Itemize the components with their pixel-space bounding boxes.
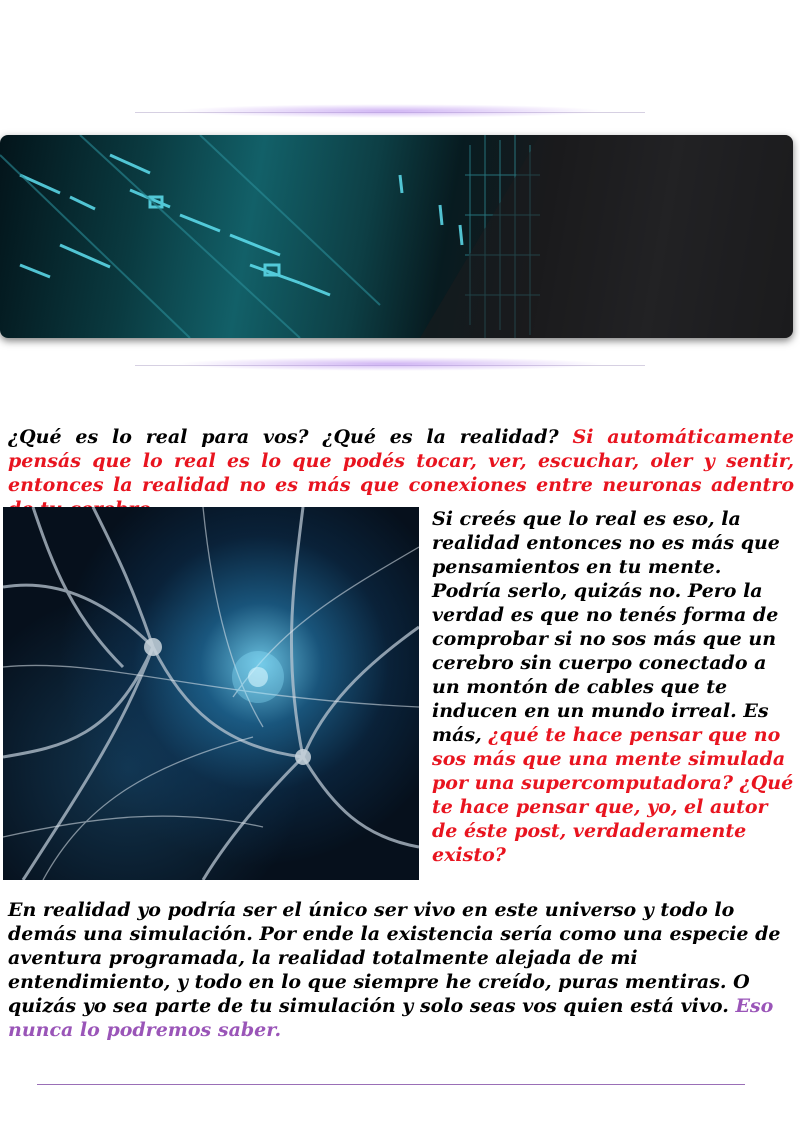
closing-text: En realidad yo podría ser el único ser vivo en este universo y todo lo demás una simulación. Por ende la existencia sería como una especie de aventura programada, la realidad totalmente alejada de mi entendimiento, y todo en lo que siempre he creído, puras mentiras. O quizás yo sea parte de tu simulación y solo seas vos quien está vivo. <box>8 899 781 1017</box>
closing-remark: Eso nunca lo podremos saber. <box>8 995 774 1041</box>
top-divider <box>135 112 645 113</box>
header-banner <box>0 135 793 338</box>
side-paragraph <box>432 507 797 867</box>
digital-stream-graphic <box>0 135 793 338</box>
bottom-divider <box>135 365 645 366</box>
intro-question: ¿Qué es lo real para vos? ¿Qué es la realidad? <box>8 426 573 448</box>
intro-statement: Si automáticamente pensás que lo real es lo que podés tocar, ver, escuchar, oler y sentir, entonces la realidad no es más que conexiones entre neuronas adentro <box>8 426 794 496</box>
neuron-image <box>3 507 419 880</box>
closing-paragraph <box>8 898 790 1042</box>
footer-divider <box>37 1084 745 1085</box>
side-question: ¿qué te hace pensar que no sos más que una mente simulada por una supercomputadora? ¿Qué te hace pensar que, yo, el autor de éste post, verdaderamente existo? <box>432 724 794 866</box>
neuron-network-graphic <box>3 507 419 880</box>
side-text: Si creés que lo real es eso, la realidad entonces no es más que pensamientos en tu mente. Podría serlo, quizás no. Pero la verdad es que no tenés forma de comprobar si no sos más que un cerebro sin cuerpo conectado a un montón de cables que te inducen en un mundo irreal. Es más, <box>432 508 780 746</box>
